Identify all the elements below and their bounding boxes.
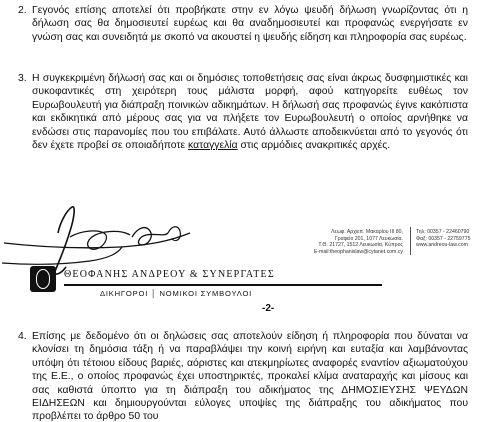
paragraph-number: 3.: [18, 73, 27, 84]
address-line: Τ.Θ. 21727, 1512 Λευκωσία, Κύπρος: [318, 242, 403, 249]
address-line: Γραφείο 201, 1077 Λευκωσία.: [334, 235, 403, 242]
paragraph-text: Γεγονός επίσης αποτελεί ότι προβήκατε στην εν λόγω ψευδή δήλωση γνωρίζοντας ότι η δήλωση σας θα δημοσιευτεί ευρέως και θα αναδημοσιευτεί και προφανώς ενεργήσατε εν γνώση σας και συνειδητά με σκοπό να ακουστεί η ψευδής είδηση και πληροφορία σας ευρέως.: [32, 5, 468, 43]
paragraph-text: [32, 72, 468, 152]
address-right: [416, 229, 486, 249]
page-number: -2-: [262, 303, 275, 314]
letterhead: [30, 266, 420, 314]
firm-subtitle: ΔΙΚΗΓΟΡΟΙ │ ΝΟΜΙΚΟΙ ΣΥΜΒΟΥΛΟΙ: [100, 289, 253, 298]
address-line: Λεωφ. Αρχιεπ. Μακαρίου ΙΙΙ 80,: [331, 229, 403, 235]
underlined-word: καταγγελία: [188, 140, 238, 152]
phone-line: Τηλ: 00357 - 22460790: [416, 229, 470, 235]
paragraph-text: Επίσης με δεδομένο ότι οι δηλώσεις σας αποτελούν είδηση ή πληροφορία που δύναται να κλονίσει τη δημόσια τάξη ή να παραβλάψει την κοινή ειρήνη και ευταξία και λαμβάνοντας υπόψη ότι τέτοιου είδους βαριές, αόριστες και ατεκμηρίωτες αναφορές εναντίον αξιωματούχου της Ε.Ε., ο οποίος προφανώς έχει υποστηρικτές, προκαλεί κλίμα αναταραχής και μίσους και σας καθιστά ύποπτο για τη διάπραξη του αδικήματος της ΔΗΜΟΣΙΕΥΣΗΣ ΨΕΥΔΩΝ ΕΙΔΗΣΕΩΝ και δημιουργούνται εύλογες υποψίες της διάπραξης του αδικήματος που προβλέπει το άρθρο 50 του: [32, 331, 468, 422]
paragraph-number: 4.: [18, 331, 27, 342]
fax-line: Φαξ: 00357 - 22759775: [416, 235, 471, 242]
paragraph-number: 2.: [18, 5, 27, 16]
letterhead-rule: [64, 284, 382, 286]
paragraph-4: [18, 330, 468, 422]
paragraph-text-part: Η συγκεκριμένη δήλωσή σας και οι δημόσιες τοποθετήσεις σας είναι άκρως δυσφημιστικές και συκοφαντικές στη χειρότερη τους μάλιστα μορφή, αφού κατηγορείτε ευθέως τον Ευρωβουλευτή για διάπραξη ποινικών αδικημάτων. Η δήλωσή σας προφανώς έγινε κακόπιστα και εκδικητικά από μέρους σας για να πλήξετε τον Ευρωβουλευτή ο οποίος αρνήθηκε να ενδώσει στις παρανομίες που του επιβάλατε. Αυτό άλλωστε αποδεικνύεται από το γεγονός ότι δεν έχετε προβεί σε οποιαδήποτε: [32, 73, 468, 152]
firm-name: ΘΕΟΦΑΝΗΣ ΑΝΔΡΕΟΥ & ΣΥΝΕΡΓΑΤΕΣ: [64, 269, 275, 280]
address-left: [303, 229, 403, 255]
paragraph-3: [18, 72, 468, 152]
website-line: www.andreou-law.com: [416, 242, 468, 249]
email-line: E-mail:theophanislaw@cytanet.com.cy: [313, 248, 403, 255]
address-divider: [410, 227, 411, 255]
firm-logo-icon: [30, 266, 56, 292]
paragraph-text-part: στις αρμόδιες ανακριτικές αρχές.: [237, 140, 391, 152]
paragraph-2: [18, 4, 468, 44]
